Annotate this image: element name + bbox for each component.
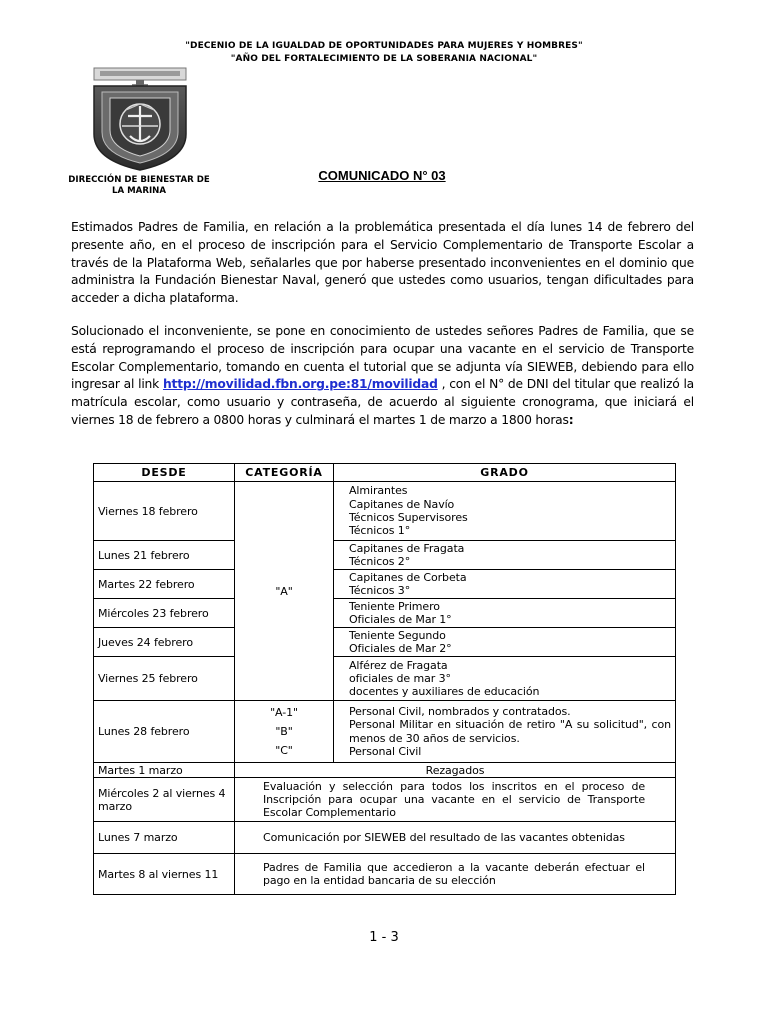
- grado-line: Personal Civil: [349, 744, 422, 758]
- paragraph-1: Estimados Padres de Familia, en relación a la problemática presentada el día lunes 14 de febrero del presente año, en el proceso de inscripción para el Servicio Complementario de Transporte Escolar a través de la Plataforma Web, señalarles que por haberse presentado inconvenientes en el dominio que administra la Fundación Bienestar Naval, generó que ustedes como usuarios, tengan dificultades para acceder a dicha plataforma.: [71, 220, 694, 306]
- grado-line: Personal Militar en situación de retiro "A su solicitud", con menos de 30 años de servicios.: [349, 718, 671, 745]
- grado-line: Almirantes: [349, 484, 408, 498]
- desde-cell: Viernes 18 febrero: [94, 482, 235, 541]
- grado-cell: Padres de Familia que accedieron a la vacante deberán efectuar el pago en la entidad bancaria de su elección: [235, 854, 676, 895]
- desde-cell: Viernes 25 febrero: [94, 657, 235, 701]
- header-line-2: "AÑO DEL FORTALECIMIENTO DE LA SOBERANIA NACIONAL": [230, 54, 538, 64]
- table-row: [94, 570, 676, 599]
- schedule-table: [93, 463, 676, 895]
- grado-cell: [334, 599, 676, 628]
- desde-cell: Martes 22 febrero: [94, 570, 235, 599]
- categoria-multi-cell: [235, 701, 334, 763]
- grado-line: Capitanes de Fragata: [349, 541, 465, 555]
- grado-cell: [334, 657, 676, 701]
- grado-line: Personal Civil, nombrados y contratados.: [349, 704, 571, 718]
- categoria-c: "C": [275, 744, 293, 757]
- org-line-2: LA MARINA: [112, 186, 166, 196]
- table-row: [94, 541, 676, 570]
- page-title: COMUNICADO N° 03: [318, 168, 446, 183]
- grado-line: Teniente Segundo: [349, 628, 446, 642]
- desde-cell: Martes 8 al viernes 11: [94, 854, 235, 895]
- table-row: [94, 701, 676, 763]
- categoria-a-cell: "A": [235, 482, 334, 701]
- grado-line: Oficiales de Mar 2°: [349, 642, 452, 655]
- table-row: [94, 482, 676, 541]
- table-row: [94, 778, 676, 822]
- grado-line: Alférez de Fragata: [349, 658, 448, 672]
- table-row: [94, 628, 676, 657]
- grado-line: Capitanes de Navío: [349, 497, 455, 511]
- desde-cell: Lunes 28 febrero: [94, 701, 235, 763]
- grado-line: Capitanes de Corbeta: [349, 570, 467, 584]
- grado-cell: Comunicación por SIEWEB del resultado de las vacantes obtenidas: [235, 822, 676, 854]
- grado-cell: [334, 541, 676, 570]
- desde-cell: Miércoles 2 al viernes 4 marzo: [94, 778, 235, 822]
- grado-line: Teniente Primero: [349, 599, 440, 613]
- desde-cell: Martes 1 marzo: [94, 763, 235, 778]
- table-header-row: [94, 464, 676, 482]
- desde-cell: Lunes 7 marzo: [94, 822, 235, 854]
- table-row: [94, 822, 676, 854]
- grado-line: Técnicos Supervisores: [349, 511, 468, 524]
- navy-emblem-logo: [92, 64, 188, 172]
- rezagados-cell: Rezagados: [235, 763, 676, 778]
- header-desde: DESDE: [94, 464, 235, 482]
- grado-line: Técnicos 1°: [349, 524, 411, 538]
- paragraph-2-after-link: , con el N° de DNI del titular que realizó la matrícula escolar, como usuario y contraseña, de acuerdo al siguiente cronograma, que iniciará el viernes 18 de febrero a 0800 horas y culminará el martes 1 de marzo a 1800 horas: [71, 377, 695, 427]
- header-grado: GRADO: [334, 464, 676, 482]
- grado-cell: [334, 628, 676, 657]
- grado-cell: [334, 570, 676, 599]
- movilidad-link[interactable]: http://movilidad.fbn.org.pe:81/movilidad: [162, 377, 438, 392]
- header-line-1: "DECENIO DE LA IGUALDAD DE OPORTUNIDADES PARA MUJERES Y HOMBRES": [185, 41, 583, 51]
- desde-cell: Jueves 24 febrero: [94, 628, 235, 657]
- paragraph-2: [71, 323, 694, 430]
- categoria-a1: "A-1": [270, 706, 298, 719]
- grado-line: docentes y auxiliares de educación: [349, 685, 540, 699]
- organization-name: [62, 175, 216, 197]
- table-row: [94, 854, 676, 895]
- table-row: [94, 763, 676, 778]
- desde-cell: Lunes 21 febrero: [94, 541, 235, 570]
- page-number: 1 - 3: [369, 930, 399, 945]
- grado-cell: [334, 701, 676, 763]
- paragraph-2-colon: :: [568, 412, 574, 427]
- paragraph-2-before-link: Solucionado el inconveniente, se pone en conocimiento de ustedes señores Padres de Familia, que se está reprogramando el proceso de inscripción para ocupar una vacante en el servicio de Transporte Escolar Complementario, tomando en cuenta el tutorial que se adjunta vía SIEWEB, debiendo para ello ingresar al link: [71, 324, 694, 392]
- grado-line: Técnicos 2°: [349, 555, 411, 568]
- grado-cell: [334, 482, 676, 541]
- desde-cell: Miércoles 23 febrero: [94, 599, 235, 628]
- org-line-1: DIRECCIÓN DE BIENESTAR DE: [68, 175, 210, 185]
- table-row: [94, 599, 676, 628]
- grado-line: oficiales de mar 3°: [349, 671, 451, 685]
- table-row: [94, 657, 676, 701]
- categoria-b: "B": [275, 725, 293, 738]
- header-categoria: CATEGORÍA: [235, 464, 334, 482]
- grado-cell: Evaluación y selección para todos los inscritos en el proceso de Inscripción para ocupar una vacante en el servicio de Transporte Escolar Complementario: [235, 778, 676, 822]
- grado-line: Técnicos 3°: [349, 584, 411, 597]
- grado-line: Oficiales de Mar 1°: [349, 613, 452, 626]
